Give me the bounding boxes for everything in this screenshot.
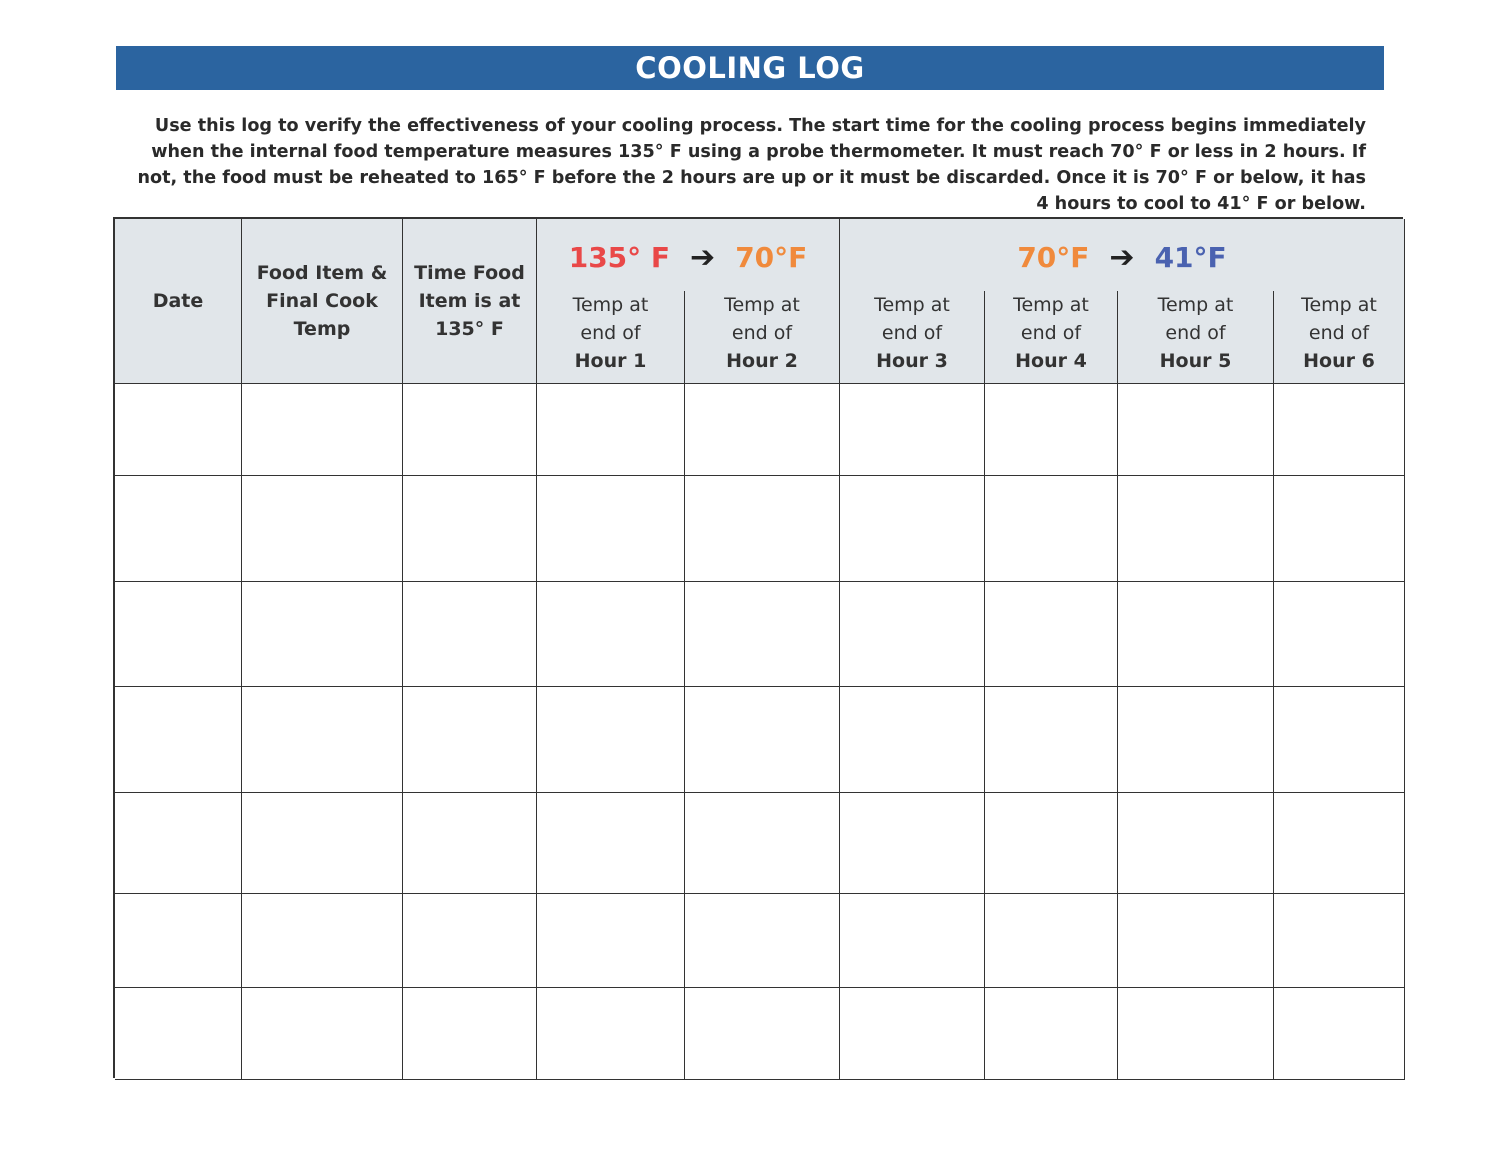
- entry-cell-time-at-135[interactable]: [403, 988, 537, 1080]
- entry-cell-hour-1[interactable]: [537, 384, 685, 476]
- entry-cell-food-item[interactable]: [242, 582, 403, 687]
- cooling-log-table: [113, 217, 1403, 1078]
- entry-cell-hour-4[interactable]: [985, 793, 1118, 894]
- entry-cell-hour-6[interactable]: [1274, 582, 1405, 687]
- header-hour-line2: end of: [580, 322, 641, 344]
- header-hour-3: [840, 291, 985, 384]
- header-hour-1: [537, 291, 685, 384]
- temp-41-label: 41°F: [1154, 240, 1227, 274]
- entry-cell-time-at-135[interactable]: [403, 793, 537, 894]
- entry-cell-food-item[interactable]: [242, 988, 403, 1080]
- header-hour-line2: end of: [731, 322, 793, 344]
- header-hour-label: Hour 1: [574, 350, 647, 372]
- entry-cell-hour-2[interactable]: [685, 894, 840, 988]
- entry-cell-hour-6[interactable]: [1274, 793, 1405, 894]
- temp-70-label: 70°F: [1017, 240, 1090, 274]
- entry-cell-hour-1[interactable]: [537, 476, 685, 582]
- entry-cell-hour-5[interactable]: [1118, 793, 1274, 894]
- group-135-to-70: [537, 219, 840, 291]
- entry-cell-date[interactable]: [115, 793, 242, 894]
- entry-cell-hour-5[interactable]: [1118, 687, 1274, 793]
- entry-cell-hour-1[interactable]: [537, 793, 685, 894]
- header-time-food-line1: Time Food: [414, 262, 525, 284]
- header-hour-line1: Temp at: [1013, 294, 1089, 316]
- header-time-food: [403, 219, 537, 384]
- entry-cell-hour-4[interactable]: [985, 476, 1118, 582]
- entry-cell-time-at-135[interactable]: [403, 687, 537, 793]
- entry-cell-date[interactable]: [115, 687, 242, 793]
- entry-cell-hour-6[interactable]: [1274, 687, 1405, 793]
- header-hour-line1: Temp at: [724, 294, 800, 316]
- entry-cell-food-item[interactable]: [242, 476, 403, 582]
- header-date-label: Date: [152, 290, 204, 312]
- entry-cell-hour-2[interactable]: [685, 988, 840, 1080]
- entry-cell-hour-2[interactable]: [685, 384, 840, 476]
- header-food-item-line3: Temp: [293, 318, 351, 340]
- temp-135-label: 135° F: [568, 240, 671, 274]
- entry-cell-date[interactable]: [115, 894, 242, 988]
- entry-cell-hour-5[interactable]: [1118, 476, 1274, 582]
- header-hour-label: Hour 6: [1303, 350, 1375, 372]
- title-bar: [116, 46, 1384, 90]
- entry-cell-hour-1[interactable]: [537, 988, 685, 1080]
- entry-cell-hour-5[interactable]: [1118, 988, 1274, 1080]
- entry-cell-hour-2[interactable]: [685, 582, 840, 687]
- group-70-to-41: [840, 219, 1405, 291]
- entry-cell-hour-6[interactable]: [1274, 476, 1405, 582]
- entry-cell-food-item[interactable]: [242, 687, 403, 793]
- instructions-paragraph: Use this log to verify the effectiveness of your cooling process. The start time for the cooling process begins immediately when the internal food temperature measures 135° F using a probe thermometer. It must reach 70° F or less in 2 hours. If not, the food must be reheated to 165° F before the 2 hours are up or it must be discarded. Once it is 70° F or below, it has 4 hours to cool to 41° F or below.: [137, 116, 1366, 214]
- entry-cell-hour-3[interactable]: [840, 988, 985, 1080]
- entry-cell-food-item[interactable]: [242, 384, 403, 476]
- entry-cell-food-item[interactable]: [242, 894, 403, 988]
- header-hour-label: Hour 3: [876, 350, 948, 372]
- entry-cell-date[interactable]: [115, 384, 242, 476]
- header-food-item-line1: Food Item &: [256, 262, 388, 284]
- entry-cell-food-item[interactable]: [242, 793, 403, 894]
- entry-cell-date[interactable]: [115, 582, 242, 687]
- entry-cell-time-at-135[interactable]: [403, 582, 537, 687]
- header-hour-line2: end of: [881, 322, 943, 344]
- entry-cell-hour-3[interactable]: [840, 894, 985, 988]
- entry-cell-hour-5[interactable]: [1118, 894, 1274, 988]
- entry-cell-hour-2[interactable]: [685, 687, 840, 793]
- arrow-right-icon: ➔: [1109, 239, 1135, 275]
- header-food-item: [242, 219, 403, 384]
- entry-cell-date[interactable]: [115, 476, 242, 582]
- entry-cell-hour-3[interactable]: [840, 582, 985, 687]
- entry-cell-hour-6[interactable]: [1274, 894, 1405, 988]
- header-hour-line1: Temp at: [874, 294, 950, 316]
- header-hour-line1: Temp at: [1301, 294, 1377, 316]
- entry-cell-time-at-135[interactable]: [403, 384, 537, 476]
- entry-cell-hour-4[interactable]: [985, 894, 1118, 988]
- entry-cell-hour-3[interactable]: [840, 793, 985, 894]
- header-hour-label: Hour 2: [726, 350, 798, 372]
- entry-cell-hour-4[interactable]: [985, 988, 1118, 1080]
- header-hour-6: [1274, 291, 1405, 384]
- header-hour-line2: end of: [1020, 322, 1082, 344]
- header-date: [115, 219, 242, 384]
- header-hour-line1: Temp at: [1157, 294, 1234, 316]
- entry-cell-hour-1[interactable]: [537, 687, 685, 793]
- header-time-food-line2: Item is at: [418, 290, 521, 312]
- entry-cell-hour-3[interactable]: [840, 476, 985, 582]
- arrow-right-icon: ➔: [690, 239, 716, 275]
- header-hour-4: [985, 291, 1118, 384]
- header-hour-line1: Temp at: [572, 294, 649, 316]
- header-hour-line2: end of: [1165, 322, 1226, 344]
- entry-cell-hour-4[interactable]: [985, 687, 1118, 793]
- header-food-item-line2: Final Cook: [266, 290, 378, 312]
- entry-cell-hour-3[interactable]: [840, 687, 985, 793]
- header-hour-label: Hour 5: [1159, 350, 1232, 372]
- entry-cell-date[interactable]: [115, 988, 242, 1080]
- entry-cell-hour-5[interactable]: [1118, 384, 1274, 476]
- header-hour-2: [685, 291, 840, 384]
- page-title: COOLING LOG: [635, 51, 865, 85]
- entry-cell-hour-1[interactable]: [537, 582, 685, 687]
- temp-70-label: 70°F: [735, 240, 808, 274]
- entry-cell-hour-2[interactable]: [685, 793, 840, 894]
- entry-cell-time-at-135[interactable]: [403, 476, 537, 582]
- entry-cell-hour-1[interactable]: [537, 894, 685, 988]
- entry-cell-hour-6[interactable]: [1274, 988, 1405, 1080]
- entry-cell-hour-4[interactable]: [985, 384, 1118, 476]
- entry-cell-hour-4[interactable]: [985, 582, 1118, 687]
- header-time-food-line3: 135° F: [435, 318, 504, 340]
- entry-cell-hour-3[interactable]: [840, 384, 985, 476]
- entry-cell-hour-6[interactable]: [1274, 384, 1405, 476]
- header-hour-label: Hour 4: [1015, 350, 1087, 372]
- entry-cell-hour-5[interactable]: [1118, 582, 1274, 687]
- header-hour-5: [1118, 291, 1274, 384]
- entry-cell-hour-2[interactable]: [685, 476, 840, 582]
- entry-cell-time-at-135[interactable]: [403, 894, 537, 988]
- header-hour-line2: end of: [1308, 322, 1370, 344]
